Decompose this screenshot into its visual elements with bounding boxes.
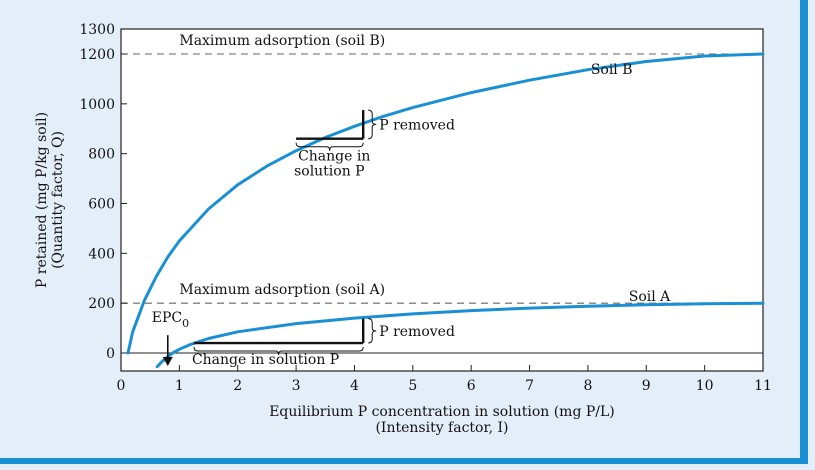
x-tick-label: 8 [583,378,593,394]
p-removed-a-label: P removed [379,323,455,340]
change-solution-a-label: Change in solution P [191,352,340,369]
x-tick-label: 11 [754,378,772,394]
soil-b-label: Soil B [590,61,633,78]
y-axis-ticks [79,22,127,362]
y-axis-label: P retained (mg P/kg soil) [34,111,50,289]
y-tick-label: 1300 [79,22,115,38]
change-solution-b-label-line1: Change in [298,148,371,165]
soil-a-label: Soil A [628,289,671,306]
y-tick-label: 600 [88,196,115,213]
x-tick-label: 7 [525,378,535,394]
x-tick-label: 0 [116,378,126,394]
y-tick-label: 800 [88,146,115,163]
y-tick-label: 200 [88,296,115,313]
x-axis-sublabel: (Intensity factor, I) [375,420,509,436]
y-tick-label: 0 [106,346,115,362]
x-axis-label: Equilibrium P concentration in solution (mg P/L) [269,404,615,420]
epc-main: EPC [151,310,183,327]
x-tick-label: 4 [349,378,359,394]
x-tick-label: 6 [466,378,476,394]
y-tick-label: 1000 [79,96,115,113]
x-tick-label: 1 [174,378,184,394]
y-tick-label: 400 [88,246,115,263]
y-axis-sublabel: (Quantity factor, Q) [50,131,66,269]
x-tick-label: 9 [641,378,651,394]
epc-subscript: 0 [182,317,190,331]
change-solution-b-label-line2: solution P [294,163,365,180]
max-adsorption-b-label: Maximum adsorption (soil B) [179,33,386,49]
max-adsorption-a-label: Maximum adsorption (soil A) [179,282,386,299]
x-tick-label: 10 [695,378,714,394]
x-tick-label: 2 [233,378,243,394]
x-tick-label: 3 [291,378,301,394]
p-removed-b-label: P removed [379,117,455,134]
x-tick-label: 5 [408,378,418,394]
y-tick-label: 1200 [79,47,115,63]
